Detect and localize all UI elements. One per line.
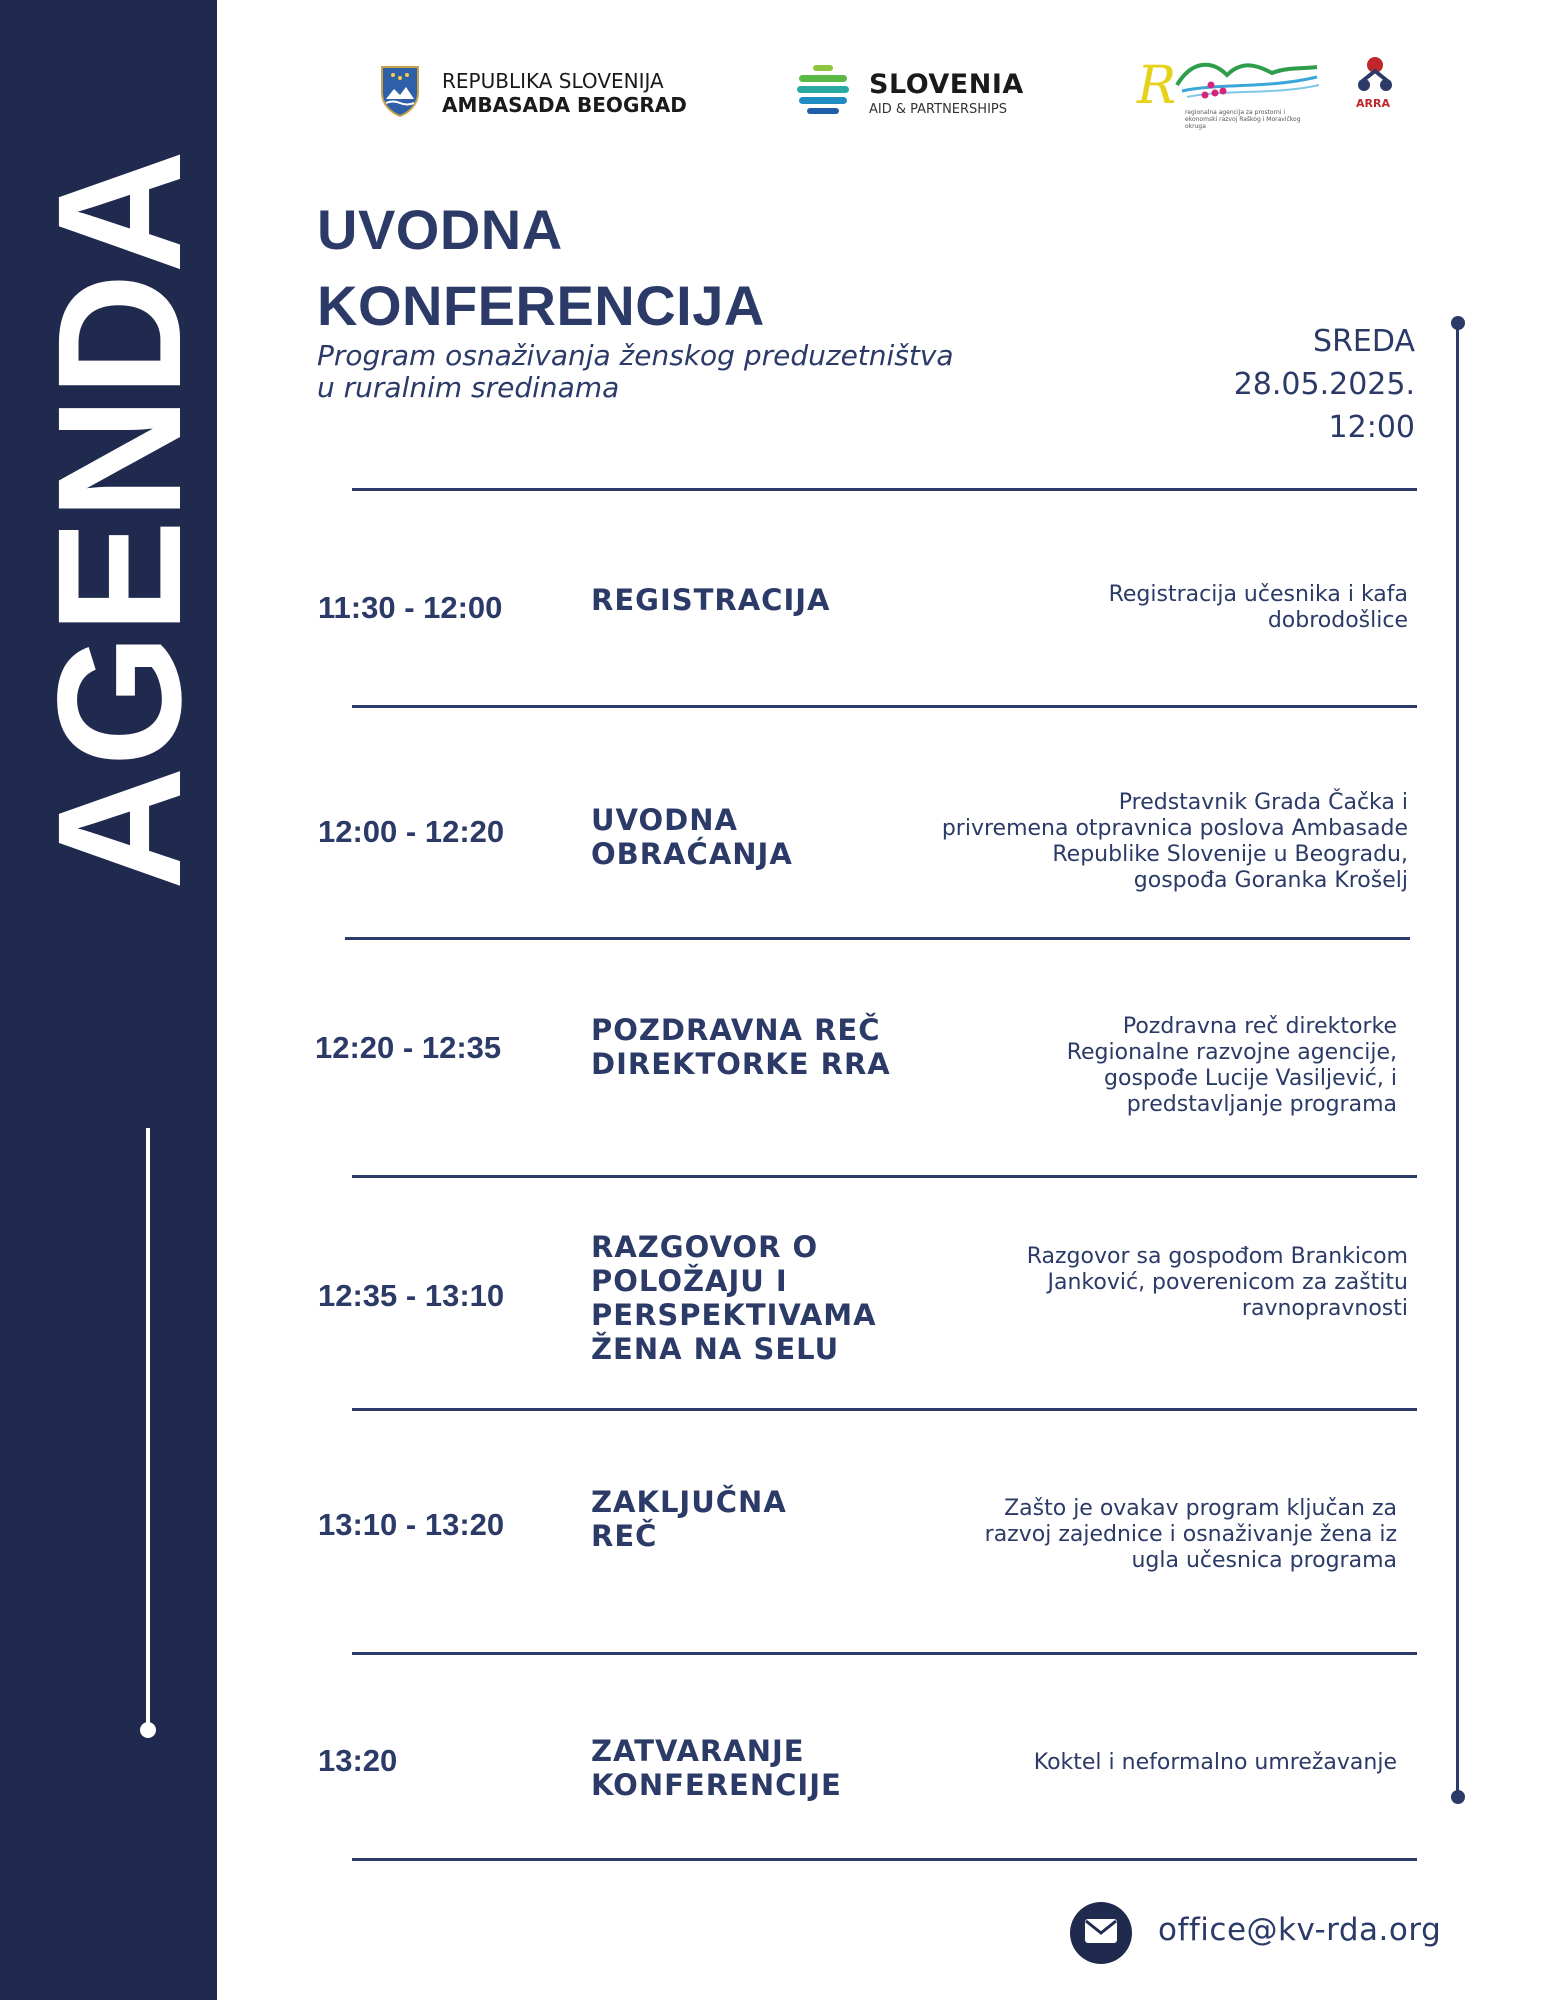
agenda-description-line: ravnopravnosti (1241, 1296, 1408, 1321)
page-subtitle-line1: Program osnaživanja ženskog preduzetništva (317, 339, 954, 372)
agenda-title-line: OBRAĆANJA (591, 837, 793, 871)
slovenia-aid-stripes-icon (795, 63, 851, 123)
agenda-title-line: REČ (591, 1519, 658, 1553)
agenda-title-line: POZDRAVNA REČ (591, 1013, 881, 1047)
agenda-description-line: Janković, poverenicom za zaštitu (1047, 1270, 1408, 1295)
agenda-title-line: REGISTRACIJA (591, 583, 831, 617)
agenda-description-line: Republike Slovenije u Beogradu, (1052, 842, 1408, 867)
timeline-end-dot (1451, 1790, 1465, 1804)
agenda-title (591, 1013, 891, 1081)
agenda-title-line: RAZGOVOR O (591, 1230, 819, 1264)
row-divider (345, 937, 1410, 940)
agenda-title-line: UVODNA (591, 803, 738, 837)
agenda-time: 12:00 - 12:20 (318, 814, 505, 849)
row-divider (352, 488, 1417, 491)
agenda-title (591, 1734, 842, 1802)
agenda-title (591, 1230, 877, 1366)
agenda-description-line: gospođe Lucije Vasiljević, i (1104, 1066, 1397, 1091)
agenda-vertical-heading (22, 127, 218, 890)
event-date-block (1234, 320, 1415, 449)
agenda-title-line: PERSPEKTIVAMA (591, 1298, 877, 1332)
arra-emblem-icon (1350, 55, 1400, 99)
contact-email-link[interactable]: office@kv-rda.org (1158, 1912, 1442, 1948)
agenda-title (591, 1485, 787, 1553)
contact-email-badge[interactable] (1070, 1902, 1132, 1964)
agenda-description-line: predstavljanje programa (1126, 1092, 1397, 1117)
rra-logo (1137, 55, 1327, 135)
rra-mountain-icon (1137, 55, 1327, 115)
agenda-description-line: Koktel i neformalno umrežavanje (1033, 1750, 1397, 1775)
arra-logo (1350, 55, 1400, 145)
embassy-logo (380, 65, 687, 121)
sidebar-divider-line (146, 1128, 150, 1728)
timeline-line (1456, 322, 1459, 1797)
page-title-line1: UVODNA (317, 198, 563, 261)
row-divider (352, 1408, 1417, 1411)
embassy-name-line2: AMBASADA BEOGRAD (442, 93, 687, 117)
sidebar-line-end-dot (140, 1722, 156, 1738)
agenda-description-line: dobrodošlice (1267, 608, 1408, 633)
agenda-title (591, 583, 830, 617)
page-subtitle-line2: u ruralnim sredinama (317, 371, 620, 404)
row-divider (352, 1652, 1417, 1655)
event-date: 28.05.2025. (1233, 367, 1415, 402)
agenda-description-line: ugla učesnica programa (1131, 1548, 1397, 1573)
svg-text:R: R (1137, 56, 1177, 116)
agenda-description (942, 790, 1408, 894)
arra-label: ARRA (1356, 97, 1390, 110)
embassy-name-line1: REPUBLIKA SLOVENIJA (442, 69, 664, 93)
agenda-time: 13:10 - 13:20 (318, 1507, 505, 1542)
timeline-start-dot (1451, 316, 1465, 330)
page-title (317, 192, 765, 344)
agenda-title-line: KONFERENCIJE (591, 1768, 842, 1802)
agenda-description-line: Registracija učesnika i kafa (1108, 582, 1408, 607)
agenda-description-line: Razgovor sa gospođom Brankicom (1026, 1244, 1408, 1269)
agenda-description (1034, 1750, 1397, 1776)
agenda-description (985, 1496, 1397, 1574)
agenda-description-line: Pozdravna reč direktorke (1122, 1014, 1397, 1039)
agenda-time: 11:30 - 12:00 (318, 590, 503, 625)
agenda-time: 12:35 - 13:10 (318, 1278, 505, 1313)
agenda-title-line: ZAKLJUČNA (591, 1485, 787, 1519)
partner-logos (380, 55, 1420, 145)
agenda-title (591, 803, 793, 871)
slovenia-aid-logo (795, 63, 1024, 123)
agenda-description-line: gospođa Goranka Krošelj (1133, 868, 1408, 893)
agenda-title-line: DIREKTORKE RRA (591, 1047, 891, 1081)
agenda-description (1067, 1014, 1397, 1118)
event-day: SREDA (1313, 324, 1415, 359)
agenda-time: 13:20 (318, 1743, 398, 1778)
row-divider (352, 1858, 1417, 1861)
slovenia-aid-subtitle: AID & PARTNERSHIPS (869, 102, 1007, 117)
agenda-title-line: ZATVARANJE (591, 1734, 805, 1768)
agenda-description-line: razvoj zajednice i osnaživanje žena iz (984, 1522, 1397, 1547)
agenda-description-line: Zašto je ovakav program ključan za (1004, 1496, 1397, 1521)
agenda-description-line: Predstavnik Grada Čačka i (1118, 790, 1408, 815)
agenda-word-text: AGENDA (22, 127, 218, 890)
page-title-line2: KONFERENCIJA (317, 274, 765, 337)
agenda-title-line: POLOŽAJU I (591, 1264, 788, 1298)
agenda-description-line: privremena otpravnica poslova Ambasade (941, 816, 1408, 841)
mail-icon (1084, 1918, 1118, 1948)
agenda-title-line: ŽENA NA SELU (591, 1332, 840, 1366)
rra-caption: regionalna agencija za prostorni i ekonomski razvoj Raškog i Moravičkog okruga (1185, 109, 1301, 130)
agenda-description-line: Regionalne razvojne agencije, (1066, 1040, 1397, 1065)
row-divider (352, 705, 1417, 708)
page-subtitle (317, 340, 1037, 404)
agenda-description (1027, 1244, 1408, 1322)
row-divider (352, 1175, 1417, 1178)
event-time: 12:00 (1328, 410, 1415, 445)
slovenia-coat-of-arms-icon (380, 65, 420, 121)
slovenia-aid-title: SLOVENIA (869, 69, 1024, 100)
agenda-description (1109, 582, 1408, 634)
sidebar (0, 0, 217, 2000)
agenda-time: 12:20 - 12:35 (315, 1030, 502, 1065)
